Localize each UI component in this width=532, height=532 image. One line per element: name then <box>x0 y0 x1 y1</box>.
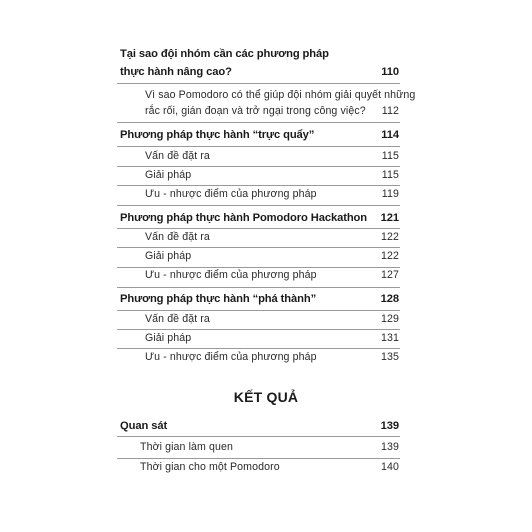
toc-entry-title: Phương pháp thực hành “phá thành” <box>120 293 317 305</box>
toc-sub-page: 129 <box>381 313 399 325</box>
toc-sub-entry-cont: rắc rối, gián đoạn và trở ngại trong công việc? <box>145 105 366 117</box>
toc-sub-page: 140 <box>381 461 399 473</box>
divider <box>117 267 400 268</box>
toc-entry-page: 121 <box>380 212 399 224</box>
toc-sub-entry: Vấn đề đặt ra <box>145 231 210 243</box>
divider <box>117 83 400 84</box>
toc-sub-page: 127 <box>381 269 399 281</box>
toc-entry-page: 114 <box>381 129 399 141</box>
divider <box>117 146 400 147</box>
toc-sub-entry: Thời gian cho một Pomodoro <box>140 461 280 473</box>
toc-sub-page: 135 <box>381 351 399 363</box>
toc-entry-title-cont: thực hành nâng cao? <box>120 66 232 78</box>
divider <box>117 310 400 311</box>
toc-sub-entry: Ưu - nhược điểm của phương pháp <box>145 351 317 363</box>
toc-entry-title: Tại sao đội nhóm cần các phương pháp <box>120 48 329 60</box>
toc-sub-entry: Ưu - nhược điểm của phương pháp <box>145 188 317 200</box>
toc-sub-page: 119 <box>381 188 399 200</box>
divider <box>117 436 400 437</box>
divider <box>117 166 400 167</box>
toc-entry-page: 110 <box>381 66 399 78</box>
divider <box>117 247 400 248</box>
toc-sub-entry: Vì sao Pomodoro có thể giúp đội nhóm giải quyết những <box>145 89 416 101</box>
toc-sub-entry: Vấn đề đặt ra <box>145 313 210 325</box>
toc-sub-page: 122 <box>381 231 399 243</box>
toc-entry-title: Phương pháp thực hành “trực quẩy” <box>120 129 315 141</box>
toc-sub-entry: Giải pháp <box>145 250 192 262</box>
toc-entry-title: Phương pháp thực hành Pomodoro Hackathon <box>120 212 368 224</box>
toc-sub-page: 122 <box>381 250 399 262</box>
toc-sub-entry: Ưu - nhược điểm của phương pháp <box>145 269 317 281</box>
toc-sub-entry: Giải pháp <box>145 332 192 344</box>
divider <box>117 122 400 123</box>
toc-sub-page: 112 <box>381 105 399 117</box>
divider <box>117 205 400 206</box>
divider <box>117 287 400 288</box>
toc-sub-entry: Thời gian làm quen <box>140 441 233 453</box>
divider <box>117 228 400 229</box>
divider <box>117 348 400 349</box>
toc-entry-page: 139 <box>380 420 399 432</box>
section-heading: KẾT QUẢ <box>233 389 299 405</box>
toc-entry-title: Quan sát <box>120 420 168 432</box>
divider <box>117 185 400 186</box>
toc-sub-page: 115 <box>381 150 399 162</box>
toc-sub-entry: Vấn đề đặt ra <box>145 150 210 162</box>
toc-sub-page: 131 <box>381 332 399 344</box>
toc-entry-page: 128 <box>380 293 399 305</box>
divider <box>117 329 400 330</box>
toc-sub-page: 139 <box>381 441 399 453</box>
divider <box>117 458 400 459</box>
toc-sub-page: 115 <box>381 169 399 181</box>
toc-sub-entry: Giải pháp <box>145 169 192 181</box>
